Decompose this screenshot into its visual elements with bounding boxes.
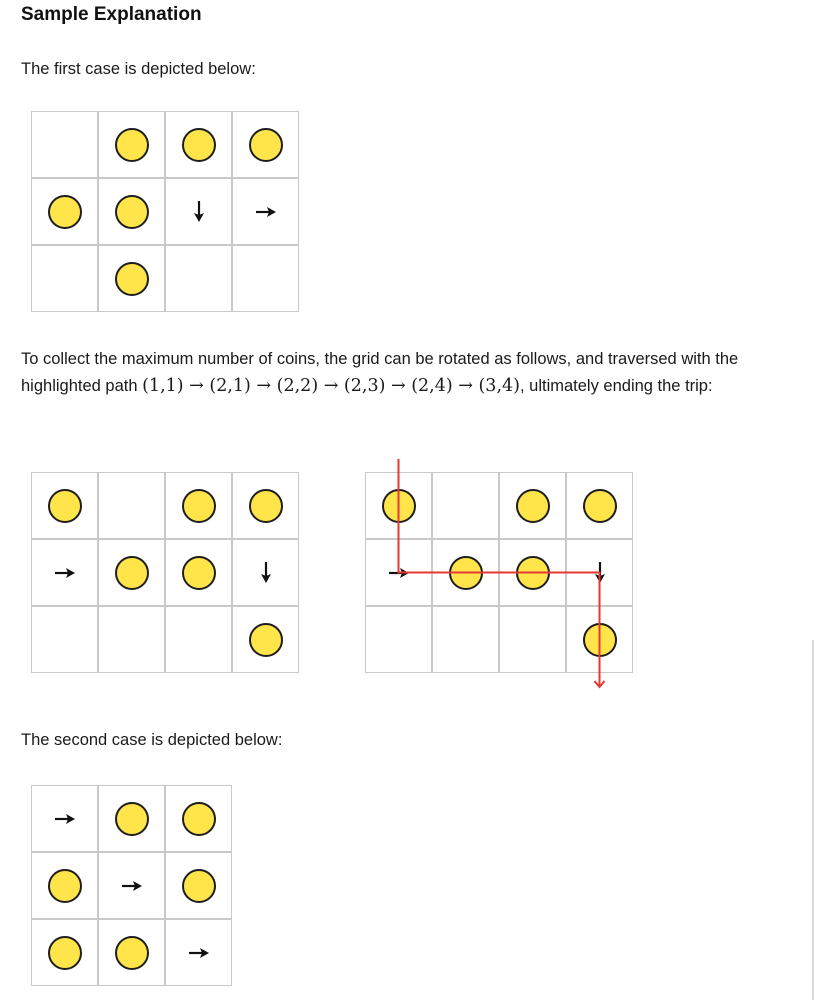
coin-icon	[182, 128, 216, 162]
coin-icon	[48, 489, 82, 523]
grid-cell	[165, 178, 232, 245]
grid-cell	[232, 539, 299, 606]
arrow-right-icon	[51, 559, 79, 587]
grid-cell	[232, 606, 299, 673]
coin-icon	[249, 489, 283, 523]
grid-cell	[31, 245, 98, 312]
case2-original-grid	[31, 785, 233, 987]
coin-icon	[182, 489, 216, 523]
grid-cell	[165, 472, 232, 539]
grid-cell	[98, 852, 165, 919]
grid-cell	[98, 245, 165, 312]
arrow-right-icon	[51, 805, 79, 833]
coin-icon	[182, 556, 216, 590]
coin-icon	[115, 195, 149, 229]
section-heading: Sample Explanation	[21, 4, 202, 25]
grid-cell	[98, 472, 165, 539]
grid-cell	[31, 852, 98, 919]
grid-cell	[31, 606, 98, 673]
grid-cell	[165, 606, 232, 673]
case1-rotated-grid	[31, 472, 300, 674]
rotation-explanation-lead: To collect the maximum number of coins, the grid can be rotated as follows, and traversed with the highlighted path	[21, 350, 739, 395]
grid-cell	[98, 111, 165, 178]
arrow-right-icon	[118, 872, 146, 900]
grid-cell	[165, 852, 232, 919]
second-case-intro: The second case is depicted below:	[21, 731, 283, 749]
rotation-explanation-tail: , ultimately ending the trip:	[519, 377, 713, 395]
arrow-down-icon	[185, 198, 213, 226]
grid-cell	[98, 919, 165, 986]
coin-icon	[48, 936, 82, 970]
grid-cell	[98, 606, 165, 673]
coin-icon	[115, 128, 149, 162]
grid-cell	[165, 785, 232, 852]
grid-cell	[232, 472, 299, 539]
path-formula: (1,1) → (2,1) → (2,2) → (2,3) → (2,4) → (3,4)	[142, 376, 520, 396]
grid-cell	[232, 111, 299, 178]
coin-icon	[115, 936, 149, 970]
first-case-intro: The first case is depicted below:	[21, 60, 256, 78]
arrow-right-icon	[185, 939, 213, 967]
grid-cell	[165, 539, 232, 606]
grid-cell	[98, 785, 165, 852]
coin-icon	[115, 262, 149, 296]
grid-cell	[98, 178, 165, 245]
coin-icon	[182, 802, 216, 836]
path-line	[399, 459, 600, 687]
grid-cell	[165, 245, 232, 312]
grid-cell	[31, 785, 98, 852]
grid-cell	[31, 919, 98, 986]
grid-cell	[31, 178, 98, 245]
rotation-explanation	[21, 346, 811, 400]
coin-icon	[249, 128, 283, 162]
coin-icon	[115, 802, 149, 836]
grid-cell	[232, 245, 299, 312]
grid-cell	[31, 472, 98, 539]
case1-original-grid	[31, 111, 300, 313]
coin-icon	[182, 869, 216, 903]
grid-cell	[232, 178, 299, 245]
arrow-right-icon	[252, 198, 280, 226]
coin-icon	[115, 556, 149, 590]
grid-cell	[31, 111, 98, 178]
arrow-down-icon	[252, 559, 280, 587]
grid-cell	[31, 539, 98, 606]
coin-icon	[48, 869, 82, 903]
coin-icon	[249, 623, 283, 657]
highlighted-path	[365, 455, 665, 700]
grid-cell	[165, 919, 232, 986]
coin-icon	[48, 195, 82, 229]
grid-cell	[98, 539, 165, 606]
grid-cell	[165, 111, 232, 178]
